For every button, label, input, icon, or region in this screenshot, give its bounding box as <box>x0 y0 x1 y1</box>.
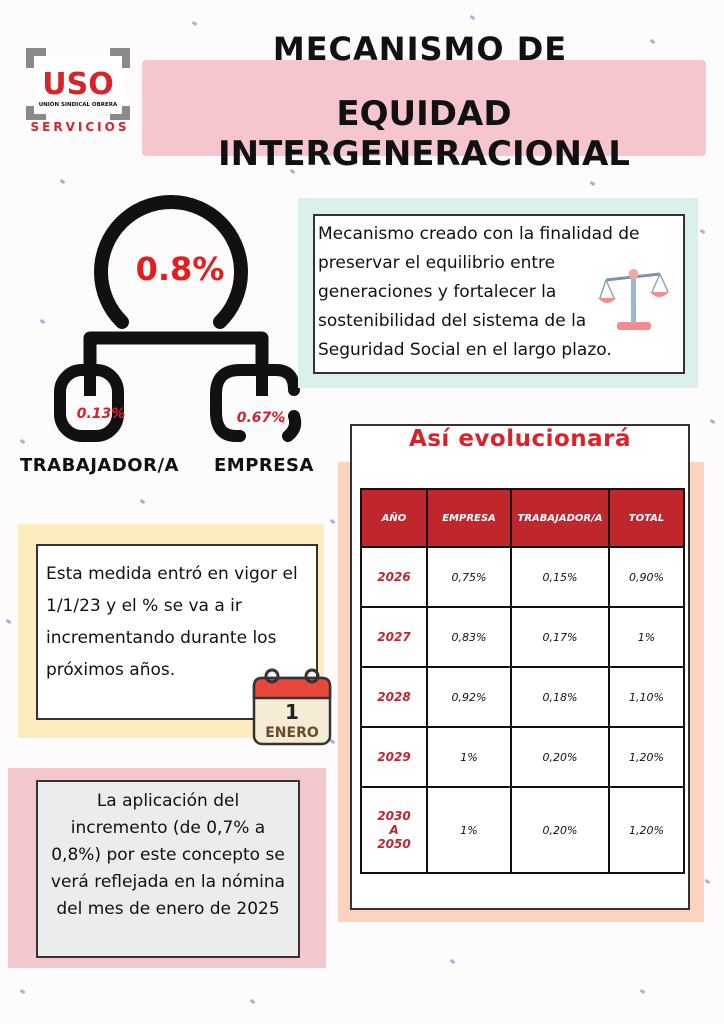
year-cell: 2027 <box>361 607 427 667</box>
worker-cell: 0,20% <box>511 787 609 873</box>
evolution-table <box>360 488 685 874</box>
logo-org: UNIÓN SINDICAL OBRERA <box>38 102 118 108</box>
year-range-end: 2050 <box>377 837 411 851</box>
worker-cell: 0,18% <box>511 667 609 727</box>
entry-note-text: Esta medida entró en vigor el 1/1/23 y el % se va a ir incrementando durante los próximos años. <box>46 564 298 680</box>
description-text: Mecanismo creado con la finalidad de preservar el equilibrio entre generaciones y fortalecer la sostenibilidad del sistema de la Seguridad Social en el largo plazo. <box>318 224 640 360</box>
company-percentage: 0.67% <box>236 410 286 426</box>
company-cell: 1% <box>427 787 511 873</box>
worker-cell: 0,15% <box>511 547 609 607</box>
confetti-dot <box>450 959 456 964</box>
header-worker: TRABAJADOR/A <box>511 489 609 547</box>
scales-icon <box>596 262 670 334</box>
table-row <box>361 667 684 727</box>
calendar-day: 1 <box>285 700 299 724</box>
year-cell: 2029 <box>361 727 427 787</box>
confetti-dot <box>192 21 198 26</box>
worker-percentage: 0.13% <box>76 406 126 422</box>
confetti-dot <box>250 999 256 1004</box>
page-title-line1: MECANISMO DE <box>272 30 568 68</box>
confetti-dot <box>470 15 476 20</box>
total-cell: 1% <box>609 607 684 667</box>
table-row <box>361 787 684 873</box>
confetti-dot <box>590 181 596 186</box>
company-label: EMPRESA <box>214 455 314 476</box>
confetti-dot <box>6 619 12 624</box>
confetti-dot <box>700 229 706 234</box>
company-cell: 1% <box>427 727 511 787</box>
total-percentage: 0.8% <box>135 250 225 288</box>
table-title: Así evolucionará <box>408 426 632 452</box>
confetti-dot <box>330 519 336 524</box>
table-row <box>361 547 684 607</box>
confetti-dot <box>140 499 146 504</box>
worker-cell: 0,17% <box>511 607 609 667</box>
header-total: TOTAL <box>609 489 684 547</box>
payroll-note-text: La aplicación del incremento (de 0,7% a 0,8%) por este concepto se verá reflejada en la nómina del mes de enero de 2025 <box>50 791 286 919</box>
calendar-icon <box>250 664 334 748</box>
logo-brand: USO <box>42 67 114 102</box>
logo-sector: SERVICIOS <box>30 120 130 134</box>
calendar-month: ENERO <box>265 725 319 741</box>
worker-label: TRABAJADOR/A <box>20 455 179 476</box>
total-cell: 1,10% <box>609 667 684 727</box>
confetti-dot <box>710 419 716 424</box>
worker-cell: 0,20% <box>511 727 609 787</box>
total-cell: 0,90% <box>609 547 684 607</box>
table-row <box>361 727 684 787</box>
page-title-line2: EQUIDAD INTERGENERACIONAL <box>218 94 630 174</box>
year-range-sep: A <box>389 823 399 837</box>
year-range-start: 2030 <box>377 809 411 823</box>
total-cell: 1,20% <box>609 787 684 873</box>
confetti-dot <box>705 879 711 884</box>
table-header-row <box>361 489 684 547</box>
confetti-dot <box>640 989 646 994</box>
year-cell: 2028 <box>361 667 427 727</box>
header-year: AÑO <box>361 489 427 547</box>
confetti-dot <box>20 989 26 994</box>
company-cell: 0,75% <box>427 547 511 607</box>
year-range-cell <box>361 787 427 873</box>
table-row <box>361 607 684 667</box>
company-cell: 0,83% <box>427 607 511 667</box>
confetti-dot <box>650 39 656 44</box>
total-cell: 1,20% <box>609 727 684 787</box>
confetti-dot <box>60 179 66 184</box>
confetti-dot <box>20 439 26 444</box>
year-cell: 2026 <box>361 547 427 607</box>
header-company: EMPRESA <box>427 489 511 547</box>
company-cell: 0,92% <box>427 667 511 727</box>
